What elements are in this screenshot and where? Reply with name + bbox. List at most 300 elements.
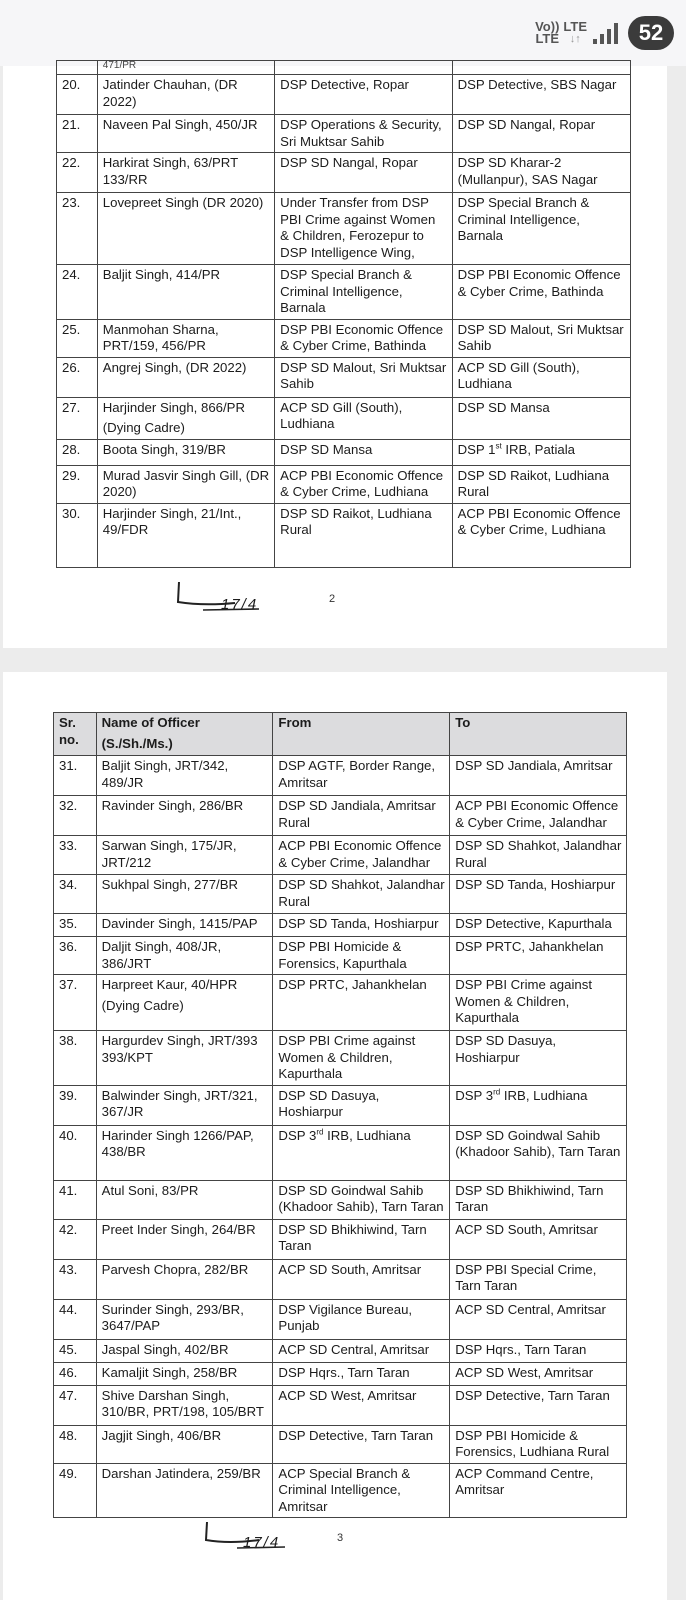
officer-name-cell-name: Darshan Jatindera, 259/BR xyxy=(101,1465,261,1481)
officer-name-cell xyxy=(97,357,274,397)
page-number: 2 xyxy=(329,593,336,605)
to-cell xyxy=(450,914,627,937)
table-row xyxy=(57,115,631,153)
serial-cell-sr: 39. xyxy=(59,1087,78,1103)
from-cell xyxy=(275,115,452,153)
officer-name-cell xyxy=(96,1385,273,1425)
serial-cell-sr: 43. xyxy=(59,1261,78,1277)
from-cell xyxy=(275,75,452,115)
officer-name-cell xyxy=(96,1085,273,1125)
from-cell-from: ACP SD Central, Amritsar xyxy=(278,1341,430,1357)
table-row xyxy=(57,503,631,567)
signal-strength-icon xyxy=(593,22,618,44)
to-cell xyxy=(450,1031,627,1086)
to-cell-to: DSP Detective, Kapurthala xyxy=(455,916,612,931)
serial-cell-sr: 47. xyxy=(59,1387,78,1403)
to-cell xyxy=(450,1085,627,1125)
officer-name-cell-name: Boota Singh, 319/BR xyxy=(102,441,226,457)
officer-name-cell xyxy=(96,1463,273,1518)
header-to: To xyxy=(450,713,627,756)
header-name: Name of Officer (S./Sh./Ms.) xyxy=(96,713,273,756)
from-cell-from: ACP Special Branch & Criminal Intelligence, Amritsar xyxy=(278,1465,411,1514)
from-cell xyxy=(275,503,452,567)
officer-name-cell-name2: (Dying Cadre) xyxy=(101,997,184,1013)
from-cell-from: DSP Vigilance Bureau, Punjab xyxy=(278,1301,413,1333)
officer-name-cell xyxy=(96,914,273,937)
officer-name-cell xyxy=(97,265,274,320)
officer-name-cell xyxy=(96,1339,273,1362)
serial-cell-sr: 29. xyxy=(62,467,81,483)
table-row xyxy=(57,397,631,439)
from-cell-from: DSP SD Mansa xyxy=(280,441,373,457)
to-cell xyxy=(450,1125,627,1180)
from-cell-from: DSP PRTC, Jahankhelan xyxy=(278,977,427,992)
from-cell-from: DSP Special Branch & Criminal Intelligence, Barnala xyxy=(280,267,412,315)
officer-name-cell-name: Daljit Singh, 408/JR, 386/JRT xyxy=(101,939,222,971)
serial-cell xyxy=(54,1085,97,1125)
from-cell xyxy=(273,975,450,1031)
table-row xyxy=(57,265,631,320)
network-label-top: Vo)) xyxy=(535,19,560,34)
to-cell xyxy=(452,115,630,153)
officer-name-cell xyxy=(96,836,273,875)
table-row xyxy=(54,836,627,875)
officer-name-cell xyxy=(96,975,273,1031)
transfer-table-page-3 xyxy=(53,712,627,1518)
officer-name-cell-name: Jagjit Singh, 406/BR xyxy=(101,1427,222,1443)
serial-cell xyxy=(57,153,98,193)
network-label-lte2: LTE xyxy=(563,19,587,34)
serial-cell xyxy=(57,193,98,265)
table-row xyxy=(54,1259,627,1299)
table-row xyxy=(54,1362,627,1385)
to-cell-to: DSP SD Mansa xyxy=(457,399,550,415)
officer-name-cell-name: Baljit Singh, JRT/342, 489/JR xyxy=(101,758,229,790)
officer-name-cell xyxy=(97,439,274,465)
header-sr: Sr. no. xyxy=(54,713,97,756)
officer-name-cell xyxy=(97,153,274,193)
table-row xyxy=(54,1339,627,1362)
to-cell xyxy=(452,75,630,115)
from-cell-from: DSP SD Bhikhiwind, Tarn Taran xyxy=(278,1221,427,1253)
table-row xyxy=(57,357,631,397)
from-cell xyxy=(273,914,450,937)
table-row xyxy=(54,1385,627,1425)
from-cell xyxy=(273,1219,450,1259)
serial-cell-sr: 20. xyxy=(62,77,81,92)
to-cell xyxy=(450,1463,627,1518)
serial-cell-sr: 24. xyxy=(62,267,81,282)
network-arrows-icon: ↓↑ xyxy=(569,33,581,45)
status-bar xyxy=(0,0,686,66)
officer-name-cell xyxy=(96,1299,273,1339)
to-cell-to: DSP PBI Special Crime, Tarn Taran xyxy=(455,1261,597,1293)
from-cell xyxy=(273,937,450,975)
to-cell-to: DSP PRTC, Jahankhelan xyxy=(455,939,604,954)
document-page-3 xyxy=(3,672,667,1600)
officer-name-cell-name: Harjinder Singh, 21/Int., 49/FDR xyxy=(102,505,242,537)
officer-name-cell-name: Harpreet Kaur, 40/HPR xyxy=(101,977,238,992)
serial-cell xyxy=(57,75,98,115)
serial-cell-sr: 21. xyxy=(62,117,81,132)
serial-cell xyxy=(57,503,98,567)
to-cell xyxy=(452,357,630,397)
officer-name-cell xyxy=(97,75,274,115)
to-cell xyxy=(450,796,627,836)
officer-name-cell xyxy=(96,875,273,914)
page-number: 3 xyxy=(337,1532,344,1544)
to-cell xyxy=(450,937,627,975)
from-cell xyxy=(273,1463,450,1518)
serial-cell xyxy=(54,1463,97,1518)
from-cell xyxy=(275,357,452,397)
officer-name-cell-name: Surinder Singh, 293/BR, 3647/PAP xyxy=(101,1301,244,1333)
to-cell xyxy=(450,1385,627,1425)
from-cell-from: DSP PBI Crime against Women & Children, Kapurthala xyxy=(278,1033,416,1081)
serial-cell-sr: 33. xyxy=(59,838,78,853)
from-cell-from: DSP SD Raikot, Ludhiana Rural xyxy=(280,505,432,537)
to-cell-to: DSP SD Kharar-2 (Mullanpur), SAS Nagar xyxy=(457,155,598,187)
from-cell xyxy=(275,265,452,320)
serial-cell-sr: 46. xyxy=(59,1364,78,1380)
table-row-partial xyxy=(57,61,631,75)
to-cell-to: DSP SD Malout, Sri Muktsar Sahib xyxy=(457,321,624,353)
from-cell-from: ACP SD Gill (South), Ludhiana xyxy=(280,399,403,431)
serial-cell xyxy=(57,357,98,397)
serial-cell-sr: 42. xyxy=(59,1221,78,1237)
officer-name-cell-name: Manmohan Sharna, PRT/159, 456/PR xyxy=(102,321,219,353)
signature-date: 17/4 xyxy=(243,1534,281,1551)
serial-cell xyxy=(54,1259,97,1299)
to-cell-to: ACP SD South, Amritsar xyxy=(455,1221,598,1237)
serial-cell xyxy=(54,796,97,836)
officer-name-cell-name: Harkirat Singh, 63/PRT 133/RR xyxy=(102,155,238,187)
officer-name-cell-name: Sukhpal Singh, 277/BR xyxy=(101,877,239,892)
from-cell xyxy=(273,1299,450,1339)
to-cell-to: DSP PBI Economic Offence & Cyber Crime, Bathinda xyxy=(457,267,621,299)
partial-cell-text: 471/PR xyxy=(97,61,274,75)
from-cell-from: DSP AGTF, Border Range, Amritsar xyxy=(278,758,436,790)
from-cell-from: ACP PBI Economic Offence & Cyber Crime, Jalandhar xyxy=(278,838,442,870)
from-cell xyxy=(273,796,450,836)
serial-cell-sr: 34. xyxy=(59,877,78,892)
to-cell xyxy=(450,756,627,796)
officer-name-cell xyxy=(97,397,274,439)
serial-cell xyxy=(54,875,97,914)
serial-cell-sr: 36. xyxy=(59,939,78,954)
serial-cell xyxy=(54,836,97,875)
officer-name-cell xyxy=(96,1362,273,1385)
document-page-2 xyxy=(3,60,667,648)
officer-name-cell-name: Baljit Singh, 414/PR xyxy=(102,267,221,282)
table-row xyxy=(57,153,631,193)
from-cell xyxy=(273,1339,450,1362)
serial-cell-sr: 37. xyxy=(59,977,78,992)
serial-cell-sr: 38. xyxy=(59,1033,78,1048)
table-row xyxy=(54,937,627,975)
serial-cell xyxy=(54,914,97,937)
officer-name-cell xyxy=(97,319,274,357)
from-cell xyxy=(273,1362,450,1385)
to-cell-to: DSP Hqrs., Tarn Taran xyxy=(455,1341,587,1357)
from-cell xyxy=(275,193,452,265)
to-cell xyxy=(450,836,627,875)
serial-cell xyxy=(54,1385,97,1425)
to-cell-to: DSP Detective, SBS Nagar xyxy=(457,77,617,92)
to-cell-to-pre: DSP 1 xyxy=(457,441,496,457)
serial-cell-sr: 44. xyxy=(59,1301,78,1317)
serial-cell xyxy=(57,319,98,357)
from-cell-from: ACP PBI Economic Offence & Cyber Crime, Ludhiana xyxy=(280,467,444,499)
officer-name-cell-name: Parvesh Chopra, 282/BR xyxy=(101,1261,249,1277)
to-cell-to-sup: rd xyxy=(493,1087,501,1097)
to-cell xyxy=(452,153,630,193)
table-row xyxy=(57,439,631,465)
to-cell xyxy=(450,1425,627,1463)
to-cell-to: ACP SD Gill (South), Ludhiana xyxy=(457,359,580,391)
table-row xyxy=(57,75,631,115)
officer-name-cell-name: Balwinder Singh, JRT/321, 367/JR xyxy=(101,1087,258,1119)
officer-name-cell-name2: (Dying Cadre) xyxy=(102,420,185,435)
serial-cell-sr: 23. xyxy=(62,195,81,210)
to-cell-to: DSP SD Bhikhiwind, Tarn Taran xyxy=(455,1182,604,1214)
to-cell xyxy=(450,1180,627,1219)
serial-cell xyxy=(54,1339,97,1362)
to-cell xyxy=(452,193,630,265)
from-cell-from: DSP Detective, Tarn Taran xyxy=(278,1427,434,1443)
from-cell xyxy=(273,1259,450,1299)
serial-cell-sr: 32. xyxy=(59,798,78,813)
signature-date: 17/4 xyxy=(221,596,259,613)
from-cell xyxy=(275,439,452,465)
serial-cell xyxy=(54,1425,97,1463)
to-cell-to: DSP SD Shahkot, Jalandhar Rural xyxy=(455,838,622,870)
from-cell-from: ACP SD West, Amritsar xyxy=(278,1387,417,1403)
serial-cell xyxy=(57,397,98,439)
to-cell xyxy=(452,465,630,503)
to-cell xyxy=(452,397,630,439)
table-row xyxy=(57,465,631,503)
from-cell xyxy=(273,875,450,914)
officer-name-cell xyxy=(97,465,274,503)
officer-name-cell xyxy=(97,193,274,265)
table-row xyxy=(54,1425,627,1463)
officer-name-cell-name: Jatinder Chauhan, (DR 2022) xyxy=(102,77,238,109)
officer-name-cell-name: Naveen Pal Singh, 450/JR xyxy=(102,117,258,132)
to-cell-to: DSP SD Nangal, Ropar xyxy=(457,117,596,132)
table-row xyxy=(54,875,627,914)
table-row xyxy=(54,914,627,937)
table-header xyxy=(54,713,627,756)
to-cell-to: DSP SD Tanda, Hoshiarpur xyxy=(455,877,616,892)
serial-cell-sr: 27. xyxy=(62,399,81,415)
to-cell xyxy=(452,319,630,357)
from-cell xyxy=(273,1125,450,1180)
table-row xyxy=(54,1219,627,1259)
serial-cell-sr: 48. xyxy=(59,1427,78,1443)
serial-cell-sr: 49. xyxy=(59,1465,78,1481)
from-cell-from: ACP SD South, Amritsar xyxy=(278,1261,422,1277)
table-row xyxy=(54,1125,627,1180)
table-row xyxy=(54,1180,627,1219)
serial-cell-sr: 45. xyxy=(59,1341,78,1357)
from-cell xyxy=(273,756,450,796)
serial-cell-sr: 31. xyxy=(59,758,78,773)
serial-cell-sr: 25. xyxy=(62,321,81,337)
to-cell-to: ACP PBI Economic Offence & Cyber Crime, Ludhiana xyxy=(457,505,621,537)
serial-cell-sr: 30. xyxy=(62,505,81,521)
to-cell-to: ACP PBI Economic Offence & Cyber Crime, Jalandhar xyxy=(455,798,619,830)
officer-name-cell-name: Harinder Singh 1266/PAP, 438/BR xyxy=(101,1127,254,1159)
to-cell xyxy=(450,1259,627,1299)
table-row xyxy=(54,1299,627,1339)
to-cell-to-post: IRB, Patiala xyxy=(501,441,575,457)
to-cell-to-post: IRB, Ludhiana xyxy=(500,1087,588,1103)
officer-name-cell xyxy=(96,756,273,796)
battery-level: 52 xyxy=(638,20,664,45)
from-cell-from: DSP SD Dasuya, Hoshiarpur xyxy=(278,1087,380,1119)
serial-cell xyxy=(57,265,98,320)
battery-icon xyxy=(628,16,674,50)
serial-cell xyxy=(54,1125,97,1180)
from-cell xyxy=(273,1031,450,1086)
from-cell xyxy=(273,1425,450,1463)
to-cell xyxy=(450,975,627,1031)
to-cell xyxy=(450,1219,627,1259)
officer-name-cell-name: Preet Inder Singh, 264/BR xyxy=(101,1221,256,1237)
from-cell-from: DSP PBI Homicide & Forensics, Kapurthala xyxy=(278,939,407,971)
serial-cell xyxy=(54,975,97,1031)
officer-name-cell-name: Harjinder Singh, 866/PR xyxy=(102,399,245,415)
from-cell xyxy=(273,1085,450,1125)
officer-name-cell xyxy=(96,1031,273,1086)
serial-cell-sr: 35. xyxy=(59,916,78,931)
from-cell-from: DSP SD Tanda, Hoshiarpur xyxy=(278,916,439,931)
serial-cell xyxy=(54,1219,97,1259)
header-from: From xyxy=(273,713,450,756)
to-cell xyxy=(452,265,630,320)
to-cell-to: DSP SD Jandiala, Amritsar xyxy=(455,758,613,773)
from-cell-from: DSP SD Malout, Sri Muktsar Sahib xyxy=(280,359,447,391)
table-row xyxy=(54,975,627,1031)
serial-cell-sr: 26. xyxy=(62,359,81,375)
from-cell xyxy=(273,1385,450,1425)
officer-name-cell xyxy=(97,115,274,153)
to-cell xyxy=(450,1362,627,1385)
officer-name-cell-name: Ravinder Singh, 286/BR xyxy=(101,798,244,813)
to-cell-to-sup: st xyxy=(495,441,502,451)
serial-cell xyxy=(57,465,98,503)
to-cell-to: DSP SD Dasuya, Hoshiarpur xyxy=(455,1033,557,1065)
from-cell-from: DSP SD Goindwal Sahib (Khadoor Sahib), Tarn Taran xyxy=(278,1182,444,1214)
from-cell-from: DSP PBI Economic Offence & Cyber Crime, Bathinda xyxy=(280,321,444,353)
from-cell-from: DSP Operations & Security, Sri Muktsar Sahib xyxy=(280,117,442,149)
table-row xyxy=(57,193,631,265)
serial-cell xyxy=(57,439,98,465)
table-row xyxy=(57,319,631,357)
serial-cell xyxy=(54,1031,97,1086)
table-row xyxy=(54,1031,627,1086)
to-cell-to: DSP SD Goindwal Sahib (Khadoor Sahib), Tarn Taran xyxy=(455,1127,621,1159)
officer-name-cell-name: Murad Jasvir Singh Gill, (DR 2020) xyxy=(102,467,270,499)
from-cell-from: DSP SD Jandiala, Amritsar Rural xyxy=(278,798,436,830)
officer-name-cell-name: Lovepreet Singh (DR 2020) xyxy=(102,195,264,210)
serial-cell-sr: 41. xyxy=(59,1182,78,1198)
from-cell-from: DSP Detective, Ropar xyxy=(280,77,409,92)
to-cell-to: DSP SD Raikot, Ludhiana Rural xyxy=(457,467,610,499)
to-cell xyxy=(450,875,627,914)
to-cell-to: DSP PBI Crime against Women & Children, Kapurthala xyxy=(455,977,593,1025)
to-cell xyxy=(452,503,630,567)
officer-name-cell xyxy=(96,1259,273,1299)
officer-name-cell-name: Shive Darshan Singh, 310/BR, PRT/198, 105/BRT xyxy=(101,1387,264,1419)
to-cell xyxy=(450,1299,627,1339)
from-cell xyxy=(275,153,452,193)
serial-cell xyxy=(54,1180,97,1219)
officer-name-cell-name: Angrej Singh, (DR 2022) xyxy=(102,359,247,375)
to-cell-to: ACP SD West, Amritsar xyxy=(455,1364,594,1380)
serial-cell-sr: 22. xyxy=(62,155,81,170)
serial-cell xyxy=(54,1299,97,1339)
serial-cell-sr: 40. xyxy=(59,1127,78,1143)
to-cell-to: ACP SD Central, Amritsar xyxy=(455,1301,606,1317)
table-row xyxy=(54,1463,627,1518)
to-cell-to-pre: DSP 3 xyxy=(455,1087,494,1103)
officer-name-cell-name: Sarwan Singh, 175/JR, JRT/212 xyxy=(101,838,237,870)
volte-indicator xyxy=(535,21,559,45)
lte-indicator xyxy=(563,21,587,45)
officer-name-cell-name: Atul Soni, 83/PR xyxy=(101,1182,199,1198)
officer-name-cell xyxy=(96,1125,273,1180)
officer-name-cell xyxy=(96,796,273,836)
officer-name-cell xyxy=(96,1180,273,1219)
to-cell-to: DSP Special Branch & Criminal Intelligence, Barnala xyxy=(457,195,590,243)
from-cell xyxy=(275,397,452,439)
from-cell-from: DSP SD Shahkot, Jalandhar Rural xyxy=(278,877,445,909)
to-cell-to: ACP Command Centre, Amritsar xyxy=(455,1465,594,1497)
table-row xyxy=(54,796,627,836)
network-label-lte: LTE xyxy=(535,31,560,46)
from-cell-from-post: IRB, Ludhiana xyxy=(323,1127,411,1143)
table-row xyxy=(54,1085,627,1125)
officer-name-cell xyxy=(96,937,273,975)
from-cell xyxy=(275,465,452,503)
from-cell xyxy=(273,836,450,875)
to-cell-to: DSP Detective, Tarn Taran xyxy=(455,1387,610,1403)
officer-name-cell-name: Hargurdev Singh, JRT/393 393/KPT xyxy=(101,1033,258,1065)
to-cell-to: DSP PBI Homicide & Forensics, Ludhiana Rural xyxy=(455,1427,610,1459)
from-cell xyxy=(273,1180,450,1219)
from-cell-from-sup: rd xyxy=(316,1127,324,1137)
transfer-table-page-2 xyxy=(56,60,631,568)
serial-cell xyxy=(57,115,98,153)
serial-cell xyxy=(54,937,97,975)
from-cell-from-pre: DSP 3 xyxy=(278,1127,317,1143)
officer-name-cell-name: Davinder Singh, 1415/PAP xyxy=(101,916,258,931)
from-cell xyxy=(275,319,452,357)
to-cell xyxy=(452,439,630,465)
serial-cell xyxy=(54,756,97,796)
to-cell xyxy=(450,1339,627,1362)
serial-cell xyxy=(54,1362,97,1385)
officer-name-cell xyxy=(97,503,274,567)
officer-name-cell xyxy=(96,1219,273,1259)
officer-name-cell-name: Kamaljit Singh, 258/BR xyxy=(101,1364,238,1380)
officer-name-cell-name: Jaspal Singh, 402/BR xyxy=(101,1341,229,1357)
serial-cell-sr: 28. xyxy=(62,441,81,457)
table-row xyxy=(54,756,627,796)
from-cell-from: Under Transfer from DSP PBI Crime against Women & Children, Ferozepur to DSP Intelligence Wing, xyxy=(280,195,436,260)
